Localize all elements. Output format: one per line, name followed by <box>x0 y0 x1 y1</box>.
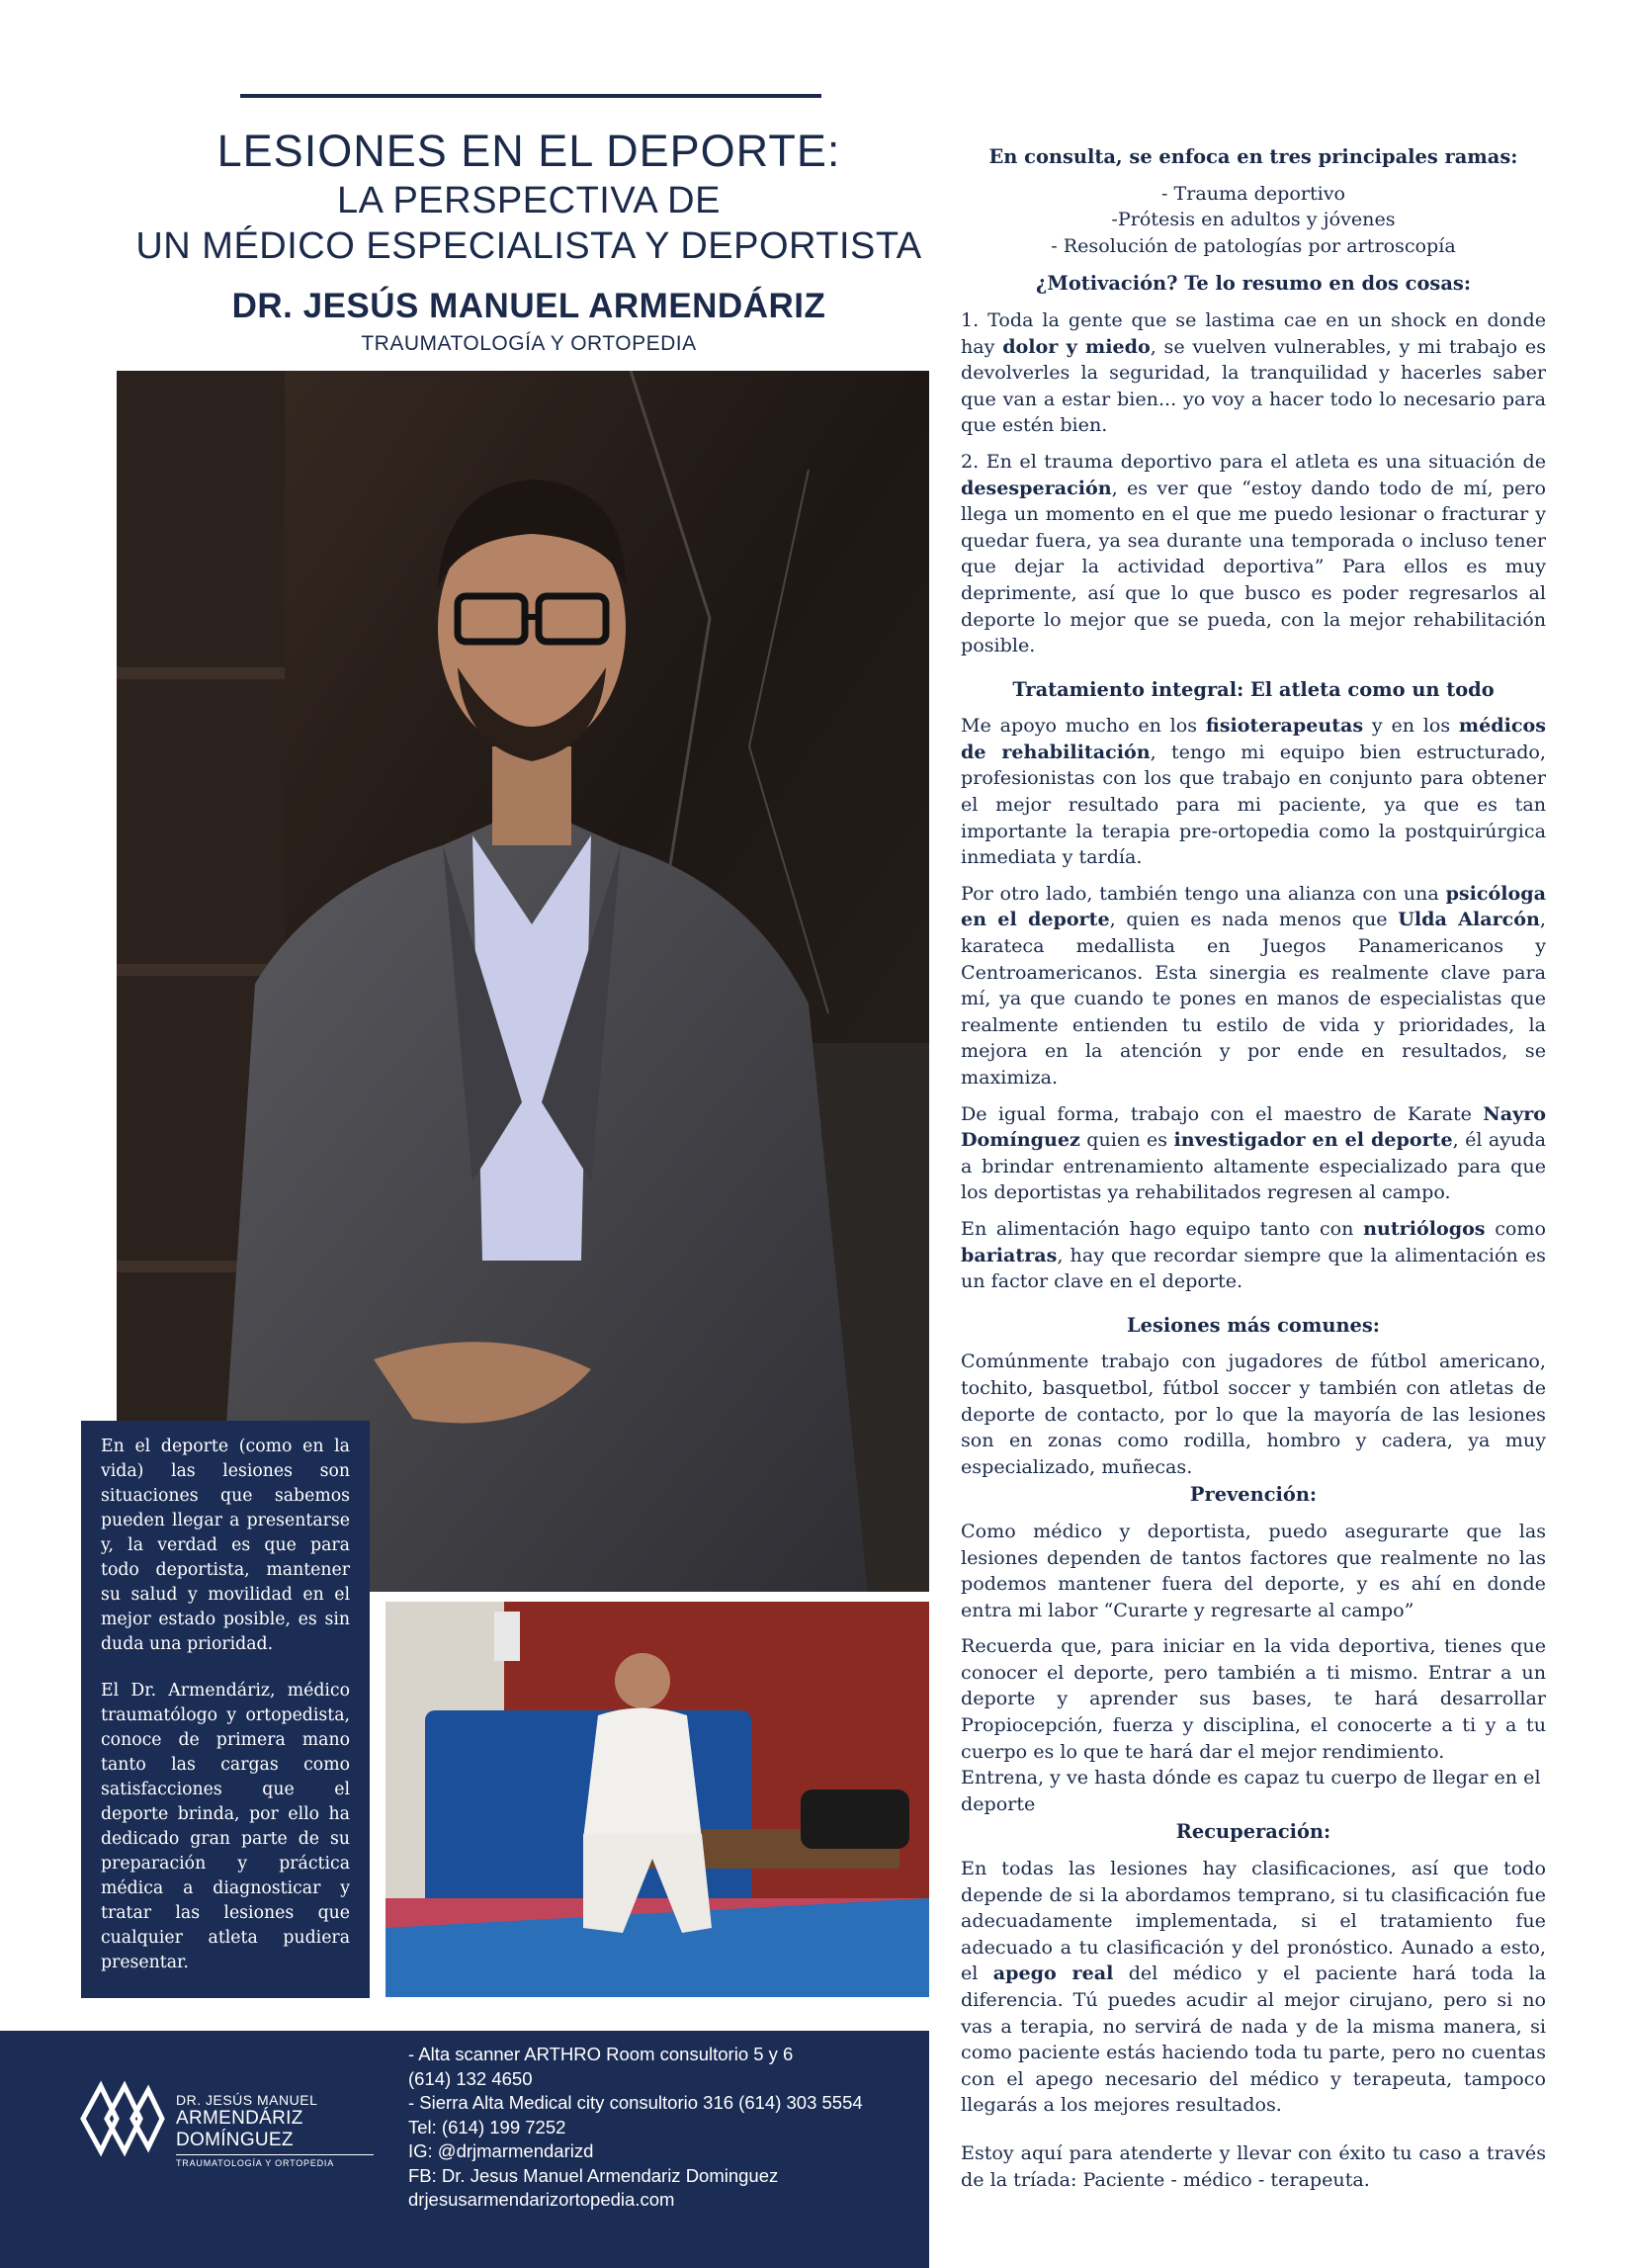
prevention-paragraph-2: Recuerda que, para iniciar en la vida deportiva, tienes que conocer el deporte, pero también a ti mismo. Entrar a un deporte y aprender sus bases, te hará desarrollar Propiocepción, fuerza y disciplina, el conocerte a ti y a tu cuerpo es lo que te hará dar el mejor rendimiento. <box>961 1634 1546 1763</box>
contact-instagram: IG: @drjmarmendarizd <box>408 2140 594 2161</box>
contact-line: (614) 132 4650 <box>408 2067 533 2089</box>
branch-item: - Resolución de patologías por artroscopía <box>1051 233 1456 257</box>
heading-injuries: Lesiones más comunes: <box>1127 1313 1380 1337</box>
article-column <box>961 144 1546 2203</box>
contact-line: Tel: (614) 199 7252 <box>408 2116 566 2137</box>
headline <box>99 125 959 269</box>
heading-recovery: Recuperación: <box>1175 1820 1331 1844</box>
heading-prevention: Prevención: <box>1189 1483 1318 1507</box>
logo-line-1: DR. JESÚS MANUEL <box>176 2092 318 2108</box>
branch-item: - Trauma deportivo <box>1160 181 1346 205</box>
contact-line: - Alta scanner ARTHRO Room consultorio 5 y 6 <box>408 2044 794 2064</box>
closing-paragraph: Estoy aquí para atenderte y llevar con éxito tu caso a través de la tríada: Paciente - médico - terapeuta. <box>961 2140 1546 2191</box>
doctor-portrait-illustration <box>117 371 929 1592</box>
intro-box <box>81 1421 370 1998</box>
motivation-2: 2. En el trauma deportivo para el atleta es una situación de desesperación, es ver que “estoy dando todo de mí, pero llega un momento en el que me puedo lesionar o fracturar y quedar fuera, ya sea durante una temporada o incluso tener que dejar la actividad deportiva” Para ellos es muy deprimente, así que lo que busco es poder regresarlos al deporte lo mejor que se pueda, con la mejor rehabilitación posible. <box>961 449 1546 657</box>
heading-treatment: Tratamiento integral: El atleta como un todo <box>1012 677 1495 701</box>
treatment-3: De igual forma, trabajo con el maestro de Karate Nayro Domínguez quien es investigador en el deporte, él ayuda a brindar entrenamiento altamente especializado para que los deportistas ya rehabilitados regresen al campo. <box>961 1101 1546 1204</box>
logo-mark-icon <box>77 2074 166 2163</box>
intro-paragraph-2: El Dr. Armendáriz, médico traumatólogo y ortopedista, conoce de primera mano tanto las cargas como satisfacciones que el deporte brinda, por ello ha dedicado gran parte de su preparación y práctica médica a diagnosticar y tratar las lesiones que cualquier atleta pudiera presentar. <box>101 1681 350 1972</box>
footer-contacts <box>408 2043 922 2213</box>
contact-website: drjesusarmendarizortopedia.com <box>408 2189 675 2210</box>
heading-branches: En consulta, se enfoca en tres principales ramas: <box>988 145 1518 168</box>
intro-paragraph-1: En el deporte (como en la vida) las lesiones son situaciones que sabemos pueden llegar a presentarse y, la verdad es que para todo deportista, mantener su salud y movilidad en el mejor estado posible, es sin duda una prioridad. <box>101 1437 350 1654</box>
branches-list <box>961 181 1546 260</box>
doctor-specialty: TRAUMATOLOGÍA Y ORTOPEDIA <box>361 332 697 355</box>
title-rule <box>240 94 821 98</box>
motivation-1: 1. Toda la gente que se lastima cae en un shock en donde hay dolor y miedo, se vuelven vulnerables, y mi trabajo es devolverles la seguridad, la tranquilidad y hacerles saber que van a estar bien... yo voy a hacer todo lo necesario para que estén bien. <box>961 307 1547 437</box>
logo-line-3: TRAUMATOLOGÍA Y ORTOPEDIA <box>176 2158 335 2168</box>
treatment-4: En alimentación hago equipo tanto con nutriólogos como bariatras, hay que recordar siempre que la alimentación es un factor clave en el deporte. <box>961 1216 1546 1293</box>
branch-item: -Prótesis en adultos y jóvenes <box>1111 208 1396 231</box>
injuries-paragraph: Comúnmente trabajo con jugadores de fútbol americano, tochito, basquetbol, fútbol soccer y también con atletas de deporte de contacto, por lo que la mayoría de las lesiones son en zonas como rodilla, hombro y cadera, ya muy especializado, muñecas. <box>961 1350 1546 1478</box>
title-line-1: LESIONES EN EL DEPORTE: <box>216 126 841 176</box>
title-line-3: UN MÉDICO ESPECIALISTA Y DEPORTISTA <box>135 225 922 267</box>
title-line-2: LA PERSPECTIVA DE <box>337 180 721 221</box>
treatment-1: Me apoyo mucho en los fisioterapeutas y en los médicos de rehabilitación, tengo mi equipo bien estructurado, profesionistas con los que trabajo en conjunto para obtener el mejor resultado para mi paciente, ya que es tan importante la terapia pre-ortopedia como la postquirúrgica inmediata y tardía. <box>961 714 1546 869</box>
doctor-portrait-photo <box>117 371 929 1592</box>
treatment-2: Por otro lado, también tengo una alianza con una psicóloga en el deporte, quien es nada menos que Ulda Alarcón, karateca medallista en Juegos Panamericanos y Centroamericanos. Esta sinergia es realmente clave para mí, ya que cuando te pones en manos de especialistas que realmente entienden tu estilo de vida y prioridades, la mejora en la atención y por ende en resultados, se maximiza. <box>961 881 1546 1089</box>
prevention-paragraph-3: Entrena, y ve hasta dónde es capaz tu cuerpo de llegar en el deporte <box>961 1766 1541 1815</box>
doctor-name: DR. JESÚS MANUEL ARMENDÁRIZ <box>231 287 826 325</box>
heading-motivation: ¿Motivación? Te lo resumo en dos cosas: <box>1036 272 1471 296</box>
contact-facebook: FB: Dr. Jesus Manuel Armendariz Dominguez <box>408 2164 779 2186</box>
karate-training-photo <box>385 1602 929 1997</box>
footer-logo <box>77 2074 374 2168</box>
contact-line: - Sierra Alta Medical city consultorio 316 (614) 303 5554 <box>408 2092 863 2113</box>
recovery-paragraph: En todas las lesiones hay clasificaciones, así que todo depende de si la abordamos temprano, si tu clasificación fue adecuadamente implementada, si el tratamiento fue adecuado a tu clasificación y del pronóstico. Aunado a esto, el apego real del médico y el paciente hará toda la diferencia. Tú puedes acudir al mejor cirujano, pero si no vas a terapia, no servirá de nada y de la misma manera, si como paciente estás haciendo toda tu parte, pero no cuentas con el apego necesario del médico y terapeuta, tampoco llegarás a los mejores resultados. <box>961 1857 1546 2117</box>
logo-line-2: ARMENDÁRIZ DOMÍNGUEZ <box>176 2108 374 2155</box>
prevention-paragraph-1: Como médico y deportista, puedo asegurarte que las lesiones dependen de tantos factores que realmente no las podemos mantener fuera del deporte, y es ahí en donde entra mi labor “Curarte y regresarte al campo” <box>961 1519 1546 1621</box>
karate-training-illustration <box>385 1602 929 1997</box>
